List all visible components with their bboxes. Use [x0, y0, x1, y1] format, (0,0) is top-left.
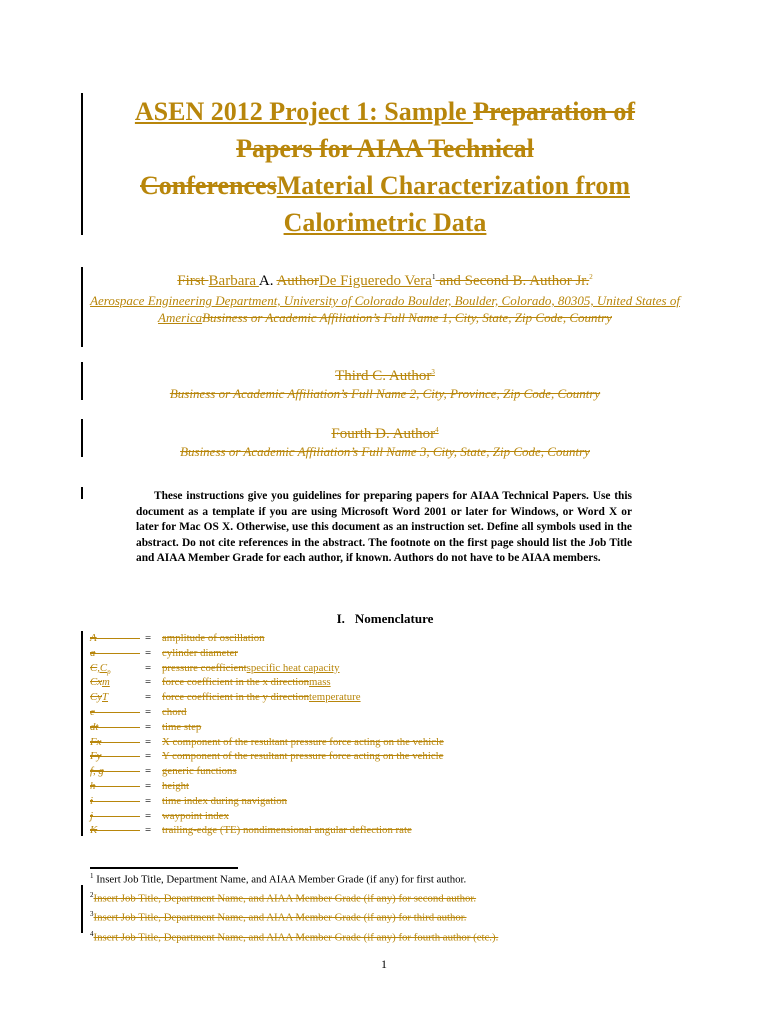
affiliation-2: Business or Academic Affiliation’s Full Name 2, City, Province, Zip Code, Country — [169, 386, 601, 401]
title-deleted-part3: Conferences — [140, 171, 277, 200]
footnote-number: 1 — [90, 872, 94, 880]
nomenclature-row — [90, 794, 690, 809]
nomenclature-definition — [162, 764, 237, 779]
symbol-deleted: f, g — [90, 765, 104, 778]
definition-deleted: force coefficient in the y direction — [162, 691, 309, 704]
definition-inserted: mass — [309, 676, 331, 689]
definition-deleted: trailing-edge (TE) nondimensional angular deflection rate — [162, 824, 412, 837]
nomenclature-row — [90, 735, 690, 750]
abstract: These instructions give you guidelines for preparing papers for AIAA Technical Papers. Use this document as a template if you are using Microsoft Word 2001 or later for Windows, or Word X or later for Mac OS X. Otherwise, use this document as an instruction set. Define all symbols used in the abstract. Do not cite references in the abstract. The footnote on the first page should list the Job Title and AIAA Member Grade for each author, if known. Authors do not have to be AIAA members. — [136, 490, 632, 564]
nomenclature-equals: = — [145, 691, 152, 704]
footnote-text: Insert Job Title, Department Name, and AIAA Member Grade (if any) for second author. — [93, 892, 477, 905]
author-middle: A. — [258, 273, 277, 289]
nomenclature-equals: = — [145, 794, 152, 807]
nomenclature-row — [90, 661, 690, 676]
definition-deleted: generic functions — [162, 765, 237, 778]
deleted-tab-strike — [90, 830, 140, 831]
nomenclature-equals: = — [145, 632, 152, 644]
deleted-tab-strike — [90, 801, 140, 802]
footnote — [90, 927, 690, 946]
definition-deleted: X component of the resultant pressure force acting on the vehicle — [162, 735, 444, 748]
nomenclature-equals: = — [145, 735, 152, 748]
affiliation-3: Business or Academic Affiliation’s Full Name 3, City, State, Zip Code, Country — [180, 444, 590, 459]
symbol-deleted: A — [90, 632, 97, 644]
definition-deleted: cylinder diameter — [162, 646, 238, 659]
nomenclature-definition — [162, 749, 443, 764]
definition-deleted: waypoint index — [162, 809, 229, 822]
nomenclature-equals: = — [145, 676, 152, 689]
change-bar-footnotes — [81, 885, 83, 933]
footnotes — [90, 869, 690, 946]
definition-deleted: chord — [162, 705, 187, 718]
definition-deleted: height — [162, 779, 189, 792]
title-part1: ASEN 2012 Project 1: Sample — [134, 97, 474, 126]
deleted-tab-strike — [90, 712, 140, 713]
definition-inserted: specific heat capacity — [246, 661, 340, 674]
nomenclature-equals: = — [145, 765, 152, 778]
nomenclature-row — [90, 646, 690, 661]
paper-title — [90, 93, 680, 241]
nomenclature-row — [90, 779, 690, 794]
definition-deleted: pressure coefficient — [162, 661, 247, 674]
author-4-sup: 4 — [435, 426, 439, 434]
footnote — [90, 907, 690, 926]
affiliation-1 — [90, 292, 680, 326]
change-bar-author3 — [81, 362, 83, 400]
affiliation-1-deleted: Business or Academic Affiliation’s Full Name 1, City, State, Zip Code, Country — [202, 310, 612, 325]
footnote-text: Insert Job Title, Department Name, and AIAA Member Grade (if any) for fourth author (etc.). — [93, 931, 499, 944]
nomenclature-equals: = — [145, 809, 152, 822]
author-3-name: Third C. Author — [335, 368, 432, 384]
nomenclature-definition — [162, 675, 331, 690]
nomenclature-definition — [162, 631, 265, 646]
page-number: 1 — [381, 957, 387, 971]
nomenclature-definition — [162, 661, 340, 676]
nomenclature-equals: = — [145, 824, 152, 837]
title-inserted: Material Characterization from Calorimetric Data — [276, 171, 630, 237]
author-line — [90, 268, 680, 290]
nomenclature-symbol — [90, 690, 108, 705]
section-title: Nomenclature — [354, 611, 434, 626]
nomenclature-row — [90, 705, 690, 720]
footnote-number: 4 — [90, 929, 94, 938]
definition-deleted: amplitude of oscillation — [162, 632, 265, 644]
nomenclature-equals: = — [145, 646, 152, 659]
symbol-deleted: j — [90, 809, 93, 822]
symbol-subscript: p — [107, 667, 111, 676]
title-deleted-line2: Papers for AIAA Technical — [236, 134, 534, 163]
footnote — [90, 869, 690, 888]
symbol-deleted: Fy — [90, 750, 102, 763]
symbol-inserted: T — [102, 691, 109, 704]
nomenclature-definition — [162, 720, 201, 735]
nomenclature-row — [90, 764, 690, 779]
footnote-number: 2 — [90, 891, 94, 900]
symbol-inserted: ,C — [97, 661, 108, 674]
nomenclature-row — [90, 720, 690, 735]
symbol-deleted: Cy — [90, 691, 102, 704]
author-3 — [90, 363, 680, 385]
symbol-deleted: C — [90, 661, 98, 674]
definition-deleted: time step — [162, 720, 202, 733]
nomenclature-definition — [162, 809, 229, 824]
nomenclature-row — [90, 690, 690, 705]
affiliation-1-inserted: Aerospace Engineering Department, University of Colorado Boulder, Boulder, Colorado, 80305, United States of America — [90, 293, 680, 325]
author-sup1: 1 — [431, 273, 436, 281]
change-bar-title — [81, 93, 83, 235]
author-del-first: First — [177, 273, 209, 289]
deleted-tab-strike — [90, 816, 140, 817]
definition-deleted: force coefficient in the x direction — [162, 676, 309, 689]
change-bar-authors — [81, 267, 83, 347]
author-4 — [90, 421, 680, 443]
deleted-tab-strike — [90, 756, 140, 757]
nomenclature-list — [90, 631, 690, 838]
deleted-tab-strike — [90, 771, 140, 772]
nomenclature-row — [90, 631, 690, 646]
nomenclature-symbol — [90, 675, 110, 690]
author-sup2: 2 — [589, 273, 593, 281]
deleted-tab-strike — [90, 786, 140, 787]
nomenclature-equals: = — [145, 720, 152, 733]
nomenclature-definition — [162, 705, 187, 720]
deleted-tab-strike — [90, 727, 140, 728]
definition-inserted: temperature — [309, 691, 361, 704]
nomenclature-definition — [162, 690, 361, 705]
nomenclature-row — [90, 675, 690, 690]
nomenclature-row — [90, 809, 690, 824]
change-bar-nomenclature — [81, 631, 83, 836]
author-ins-last: De Figueredo Vera — [318, 273, 432, 289]
author-4-name: Fourth D. Author — [331, 426, 436, 442]
nomenclature-definition — [162, 823, 412, 838]
title-deleted-line1: Preparation of — [473, 97, 636, 126]
symbol-deleted: dt — [90, 720, 99, 733]
deleted-tab-strike — [90, 742, 140, 743]
nomenclature-row — [90, 823, 690, 838]
nomenclature-equals: = — [145, 705, 152, 718]
footnote-number: 3 — [90, 910, 94, 919]
deleted-tab-strike — [90, 653, 140, 654]
nomenclature-definition — [162, 735, 444, 750]
change-bar-author4 — [81, 419, 83, 457]
symbol-deleted: K — [90, 824, 98, 837]
definition-deleted: time index during navigation — [162, 794, 288, 807]
symbol-deleted: Cx — [90, 676, 102, 689]
symbol-deleted: h — [90, 779, 96, 792]
author-3-sup: 3 — [431, 368, 435, 376]
author-del-second: and Second B. Author Jr. — [435, 273, 590, 289]
nomenclature-equals: = — [145, 750, 152, 763]
nomenclature-definition — [162, 779, 189, 794]
nomenclature-definition — [162, 794, 287, 809]
footnote-text: Insert Job Title, Department Name, and AIAA Member Grade (if any) for first author. — [93, 873, 467, 886]
author-del-author: Author — [276, 273, 319, 289]
footnote-text: Insert Job Title, Department Name, and AIAA Member Grade (if any) for third author. — [93, 911, 467, 924]
change-bar-abstract — [81, 487, 83, 499]
nomenclature-equals: = — [145, 661, 152, 674]
symbol-deleted: c — [90, 705, 95, 718]
section-number: I. — [336, 611, 345, 626]
nomenclature-row — [90, 749, 690, 764]
symbol-deleted: i — [90, 794, 93, 807]
nomenclature-equals: = — [145, 779, 152, 792]
author-ins-first: Barbara — [208, 273, 259, 289]
footnote — [90, 888, 690, 907]
nomenclature-definition — [162, 646, 238, 661]
definition-deleted: Y component of the resultant pressure force acting on the vehicle — [162, 750, 444, 763]
symbol-inserted: m — [102, 676, 110, 689]
nomenclature-heading — [90, 611, 680, 627]
symbol-deleted: Fx — [90, 735, 102, 748]
symbol-deleted: a — [90, 646, 96, 659]
deleted-tab-strike — [90, 638, 140, 639]
